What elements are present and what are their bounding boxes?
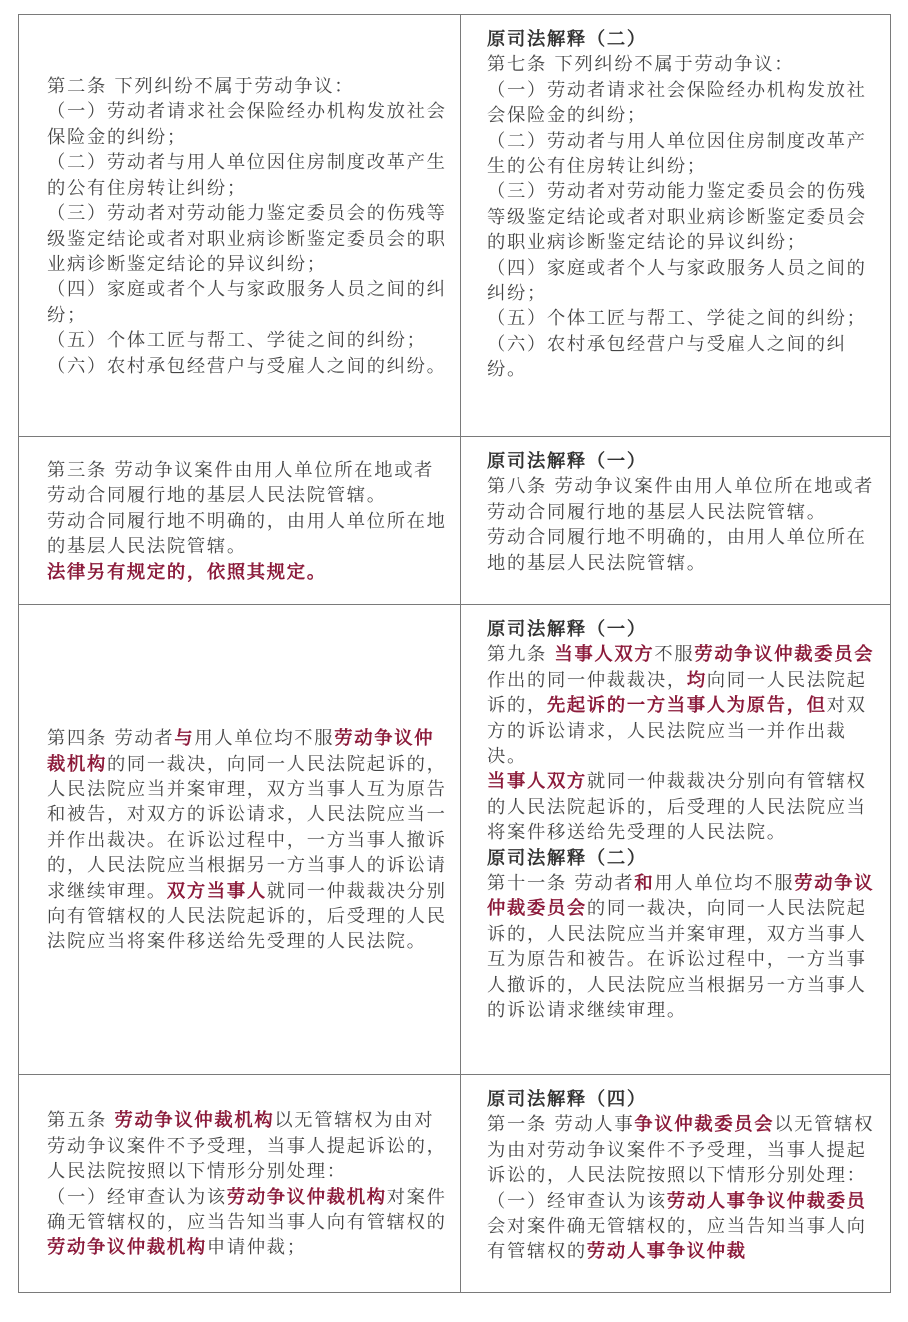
text-run: 第三条 劳动争议案件由用人单位所在地或者劳动合同履行地的基层人民法院管辖。 xyxy=(47,459,435,507)
text-run: （三）劳动者对劳动能力鉴定委员会的伤残等级鉴定结论或者对职业病诊断鉴定委员会的职业病诊断鉴定结论的异议纠纷； xyxy=(47,203,447,275)
new-article-cell xyxy=(19,1075,461,1293)
text-run: 第五条 xyxy=(47,1110,115,1132)
paragraph xyxy=(487,642,884,769)
paragraph xyxy=(47,1185,452,1261)
new-article-cell xyxy=(19,437,461,605)
section-heading: 原司法解释（二） xyxy=(487,847,647,869)
paragraph xyxy=(47,99,452,150)
highlighted-text: 和 xyxy=(634,873,655,895)
text-run: 用人单位均不服 xyxy=(654,873,795,895)
original-interpretation-cell xyxy=(461,1075,891,1293)
text-run: （二）劳动者与用人单位因住房制度改革产生的公有住房转让纠纷； xyxy=(487,130,867,178)
highlighted-text: 劳动争议仲裁机构 xyxy=(114,1110,275,1132)
text-run: 用人单位均不服 xyxy=(194,728,335,750)
comparison-table xyxy=(18,14,891,1293)
paragraph xyxy=(47,201,452,277)
text-run: 第十一条 劳动者 xyxy=(487,873,635,895)
text-run: （四）家庭或者个人与家政服务人员之间的纠纷； xyxy=(47,279,447,326)
text-run: 作出的同一仲裁裁决， xyxy=(487,669,687,691)
highlighted-text: 法律另有规定的，依照其规定。 xyxy=(47,561,327,583)
section-heading: 原司法解释（一） xyxy=(487,451,647,472)
text-run: （五）个体工匠与帮工、学徒之间的纠纷； xyxy=(487,308,867,330)
text-run: 第八条 劳动争议案件由用人单位所在地或者劳动合同履行地的基层人民法院管辖。 xyxy=(487,476,875,523)
text-run: 不服 xyxy=(654,644,695,666)
text-run: 会对案件确无管辖权的，应当告知当事人向有管辖权的 xyxy=(487,1216,867,1263)
text-run: （一）经审查认为该 xyxy=(487,1190,667,1212)
paragraph xyxy=(487,256,884,307)
table-row xyxy=(19,605,891,1075)
text-run: （六）农村承包经营户与受雇人之间的纠纷。 xyxy=(47,355,447,377)
paragraph xyxy=(487,78,884,129)
text-run: 向同一人民法院起诉的， xyxy=(487,669,867,717)
original-interpretation-cell xyxy=(461,15,891,437)
paragraph xyxy=(487,769,884,845)
text-run: 的同一裁决，向同一人民法院起诉的，人民法院应当并案审理，双方当事人互为原告和被告，对双方的诉讼请求，人民法院应当一并作出裁决。在诉讼过程中，一方当事人撤诉的，人民法院应当根据另一方当事人的诉讼请求继续审理。 xyxy=(47,753,447,902)
text-run: 第七条 下列纠纷不属于劳动争议： xyxy=(487,54,795,76)
highlighted-text: 当事人双方 xyxy=(487,771,587,793)
paragraph xyxy=(47,458,452,509)
highlighted-text: 当事人双方 xyxy=(554,644,655,666)
paragraph xyxy=(487,306,884,331)
paragraph xyxy=(487,871,884,1023)
paragraph xyxy=(47,277,452,328)
highlighted-text: 劳动争议仲裁委员会 xyxy=(694,644,875,666)
paragraph xyxy=(47,560,452,585)
highlighted-text: 双方当事人 xyxy=(166,880,267,902)
table-row xyxy=(19,1075,891,1293)
text-run: （六）农村承包经营户与受雇人之间的纠纷。 xyxy=(487,333,847,381)
paragraph xyxy=(487,525,884,576)
paragraph xyxy=(487,617,884,642)
paragraph xyxy=(487,332,884,383)
text-run: （一）经审查认为该 xyxy=(47,1186,227,1208)
text-run: （二）劳动者与用人单位因住房制度改革产生的公有住房转让纠纷； xyxy=(47,152,447,199)
paragraph xyxy=(487,27,884,52)
table-row xyxy=(19,437,891,605)
text-run: 对案件确无管辖权的，应当告知当事人向有管辖权的 xyxy=(47,1186,447,1233)
text-run: 第四条 劳动者 xyxy=(47,728,175,750)
highlighted-text: 劳动争议仲裁委员会 xyxy=(487,873,875,920)
highlighted-text: 先起诉的一方当事人为原告，但 xyxy=(546,695,827,717)
paragraph xyxy=(47,328,452,353)
paragraph xyxy=(487,474,884,525)
section-heading: 原司法解释（一） xyxy=(487,619,647,640)
paragraph xyxy=(487,1087,884,1112)
text-run: 第二条 下列纠纷不属于劳动争议： xyxy=(47,76,355,98)
paragraph xyxy=(47,74,452,99)
text-run: 对双方的诉讼请求，人民法院应当一并作出裁决。 xyxy=(487,695,867,768)
text-run: （三）劳动者对劳动能力鉴定委员会的伤残等级鉴定结论或者对职业病诊断鉴定委员会的职业病诊断鉴定结论的异议纠纷； xyxy=(487,181,867,254)
text-run: 以无管辖权为由对劳动争议案件不予受理，当事人提起诉讼的，人民法院按照以下情形分别处理： xyxy=(47,1110,447,1183)
paragraph xyxy=(487,129,884,180)
paragraph xyxy=(47,1108,452,1184)
paragraph xyxy=(487,1189,884,1265)
text-run: 第九条 xyxy=(487,644,555,666)
text-run: （四）家庭或者个人与家政服务人员之间的纠纷； xyxy=(487,257,867,305)
text-run: 的同一裁决，向同一人民法院起诉的，人民法院应当并案审理，双方当事人互为原告和被告。在诉讼过程中，一方当事人撤诉的，人民法院应当根据另一方当事人的诉讼请求继续审理。 xyxy=(487,898,867,1022)
text-run: （一）劳动者请求社会保险经办机构发放社会保险金的纠纷； xyxy=(47,101,447,148)
highlighted-text: 劳动人事争议仲裁委员 xyxy=(666,1190,867,1212)
text-run: （五）个体工匠与帮工、学徒之间的纠纷； xyxy=(47,330,427,352)
text-run: 以无管辖权为由对劳动争议案件不予受理，当事人提起诉讼的，人民法院按照以下情形分别处理： xyxy=(487,1114,875,1187)
paragraph xyxy=(487,179,884,255)
paragraph xyxy=(47,150,452,201)
paragraph xyxy=(487,846,884,871)
text-run: （一）劳动者请求社会保险经办机构发放社会保险金的纠纷； xyxy=(487,79,867,127)
text-run: 申请仲裁； xyxy=(206,1237,307,1259)
new-article-cell xyxy=(19,605,461,1075)
highlighted-text: 均 xyxy=(686,669,707,691)
section-heading: 原司法解释（四） xyxy=(487,1089,647,1110)
text-run: 就同一仲裁裁决分别向有管辖权的人民法院起诉的，后受理的人民法院应当将案件移送给先受理的人民法院。 xyxy=(487,771,867,844)
highlighted-text: 劳动争议仲裁机构 xyxy=(226,1186,387,1208)
paragraph xyxy=(47,354,452,379)
original-interpretation-cell xyxy=(461,437,891,605)
new-article-cell xyxy=(19,15,461,437)
highlighted-text: 劳动争议仲裁机构 xyxy=(47,728,435,775)
text-run: 第一条 劳动人事 xyxy=(487,1114,635,1136)
text-run: 劳动合同履行地不明确的，由用人单位所在地的基层人民法院管辖。 xyxy=(487,527,867,574)
paragraph xyxy=(487,449,884,474)
highlighted-text: 与 xyxy=(174,728,195,750)
paragraph xyxy=(487,1112,884,1188)
text-run: 就同一仲裁裁决分别向有管辖权的人民法院起诉的，后受理的人民法院应当将案件移送给先受理的人民法院。 xyxy=(47,880,447,953)
section-heading: 原司法解释（二） xyxy=(487,29,647,50)
highlighted-text: 争议仲裁委员会 xyxy=(634,1114,775,1136)
paragraph xyxy=(487,52,884,77)
paragraph xyxy=(47,726,452,955)
paragraph xyxy=(47,509,452,560)
text-run: 劳动合同履行地不明确的，由用人单位所在地的基层人民法院管辖。 xyxy=(47,510,447,558)
highlighted-text: 劳动争议仲裁机构 xyxy=(47,1237,207,1259)
original-interpretation-cell xyxy=(461,605,891,1075)
highlighted-text: 劳动人事争议仲裁 xyxy=(586,1241,747,1263)
table-row xyxy=(19,15,891,437)
